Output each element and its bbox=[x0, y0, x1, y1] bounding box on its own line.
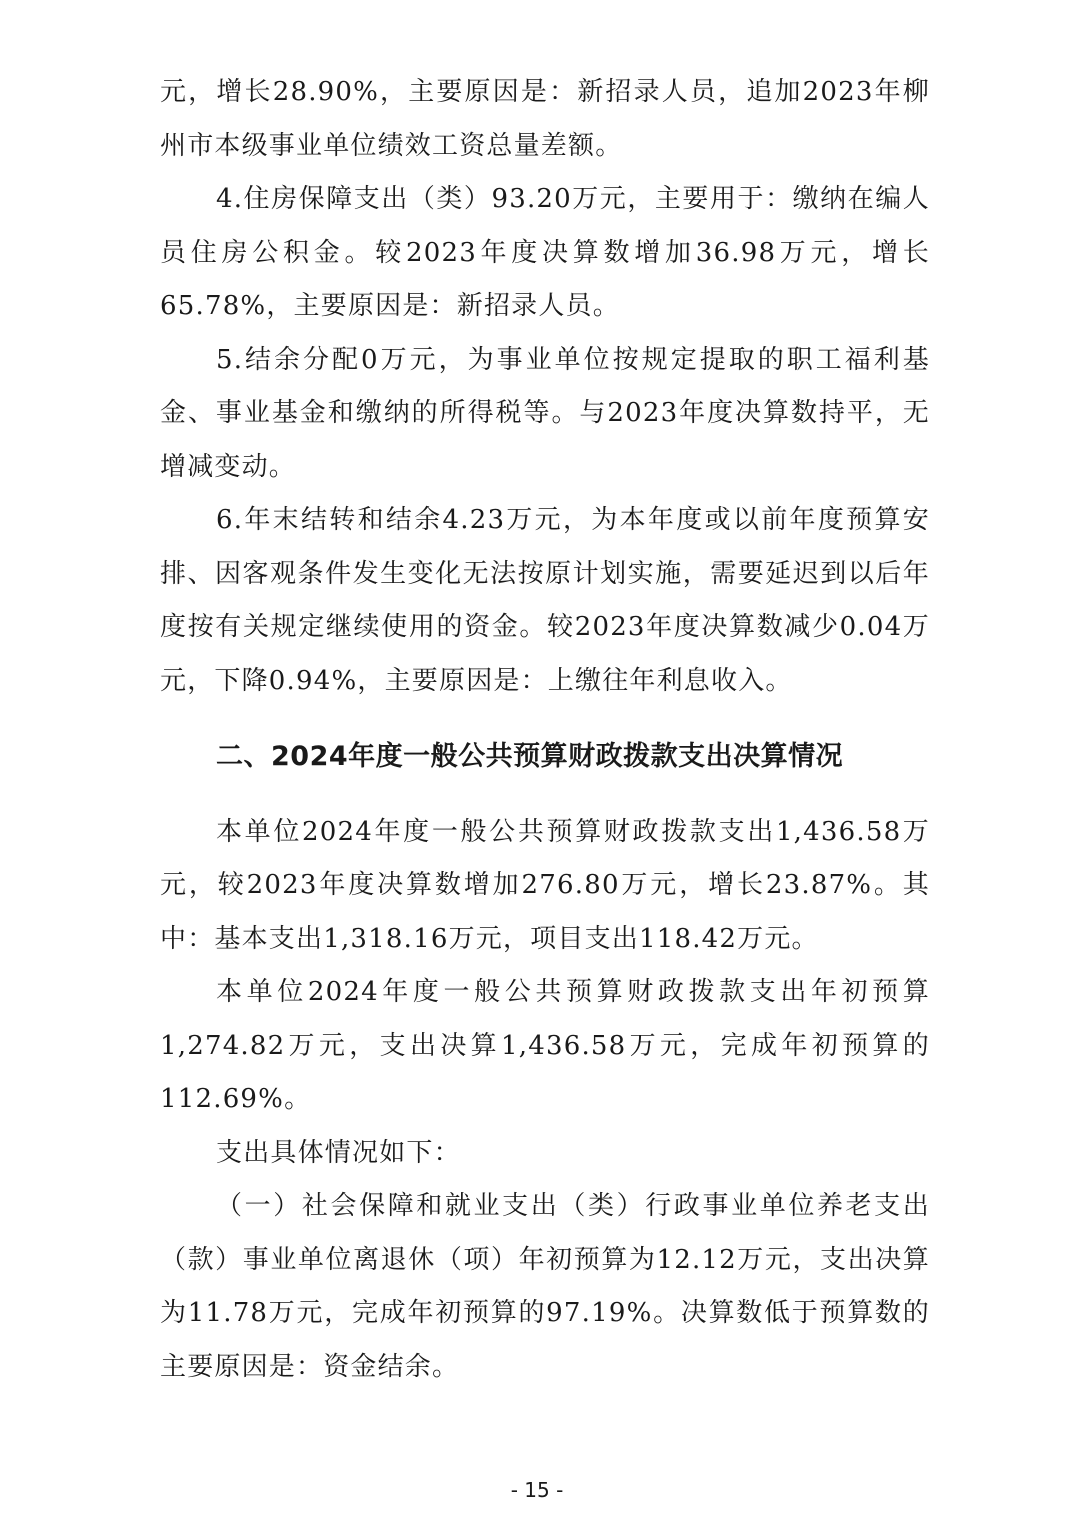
document-body bbox=[160, 66, 930, 1394]
page-number: - 15 - bbox=[510, 1478, 564, 1502]
paragraph-details-intro: 支出具体情况如下： bbox=[216, 1137, 461, 1168]
paragraph-social-security-item: （一）社会保障和就业支出（类）行政事业单位养老支出（款）事业单位离退休（项）年初预算为12.12万元，支出决算为11.78万元，完成年初预算的97.19%。决算数低于预算数的主要原因是：资金结余。 bbox=[160, 1191, 930, 1382]
paragraph-housing-security: 4.住房保障支出（类）93.20万元，主要用于：缴纳在编人员住房公积金。较2023年度决算数增加36.98万元，增长65.78%，主要原因是：新招录人员。 bbox=[160, 184, 930, 321]
paragraph-budget-completion: 本单位2024年度一般公共预算财政拨款支出年初预算1,274.82万元，支出决算1,436.58万元，完成年初预算的112.69%。 bbox=[160, 977, 930, 1114]
paragraph-growth-reason-cont: 元，增长28.90%，主要原因是：新招录人员，追加2023年柳州市本级事业单位绩效工资总量差额。 bbox=[160, 77, 930, 161]
section-heading: 二、2024年度一般公共预算财政拨款支出决算情况 bbox=[216, 741, 844, 772]
paragraph-year-end-balance: 6.年末结转和结余4.23万元，为本年度或以前年度预算安排、因客观条件发生变化无法按原计划实施，需要延迟到以后年度按有关规定继续使用的资金。较2023年度决算数减少0.04万元，下降0.94%，主要原因是：上缴往年利息收入。 bbox=[160, 505, 930, 696]
paragraph-total-expenditure: 本单位2024年度一般公共预算财政拨款支出1,436.58万元，较2023年度决算数增加276.80万元，增长23.87%。其中：基本支出1,318.16万元，项目支出118.42万元。 bbox=[160, 816, 930, 954]
paragraph-surplus-distribution: 5.结余分配0万元，为事业单位按规定提取的职工福利基金、事业基金和缴纳的所得税等。与2023年度决算数持平，无增减变动。 bbox=[160, 344, 930, 482]
